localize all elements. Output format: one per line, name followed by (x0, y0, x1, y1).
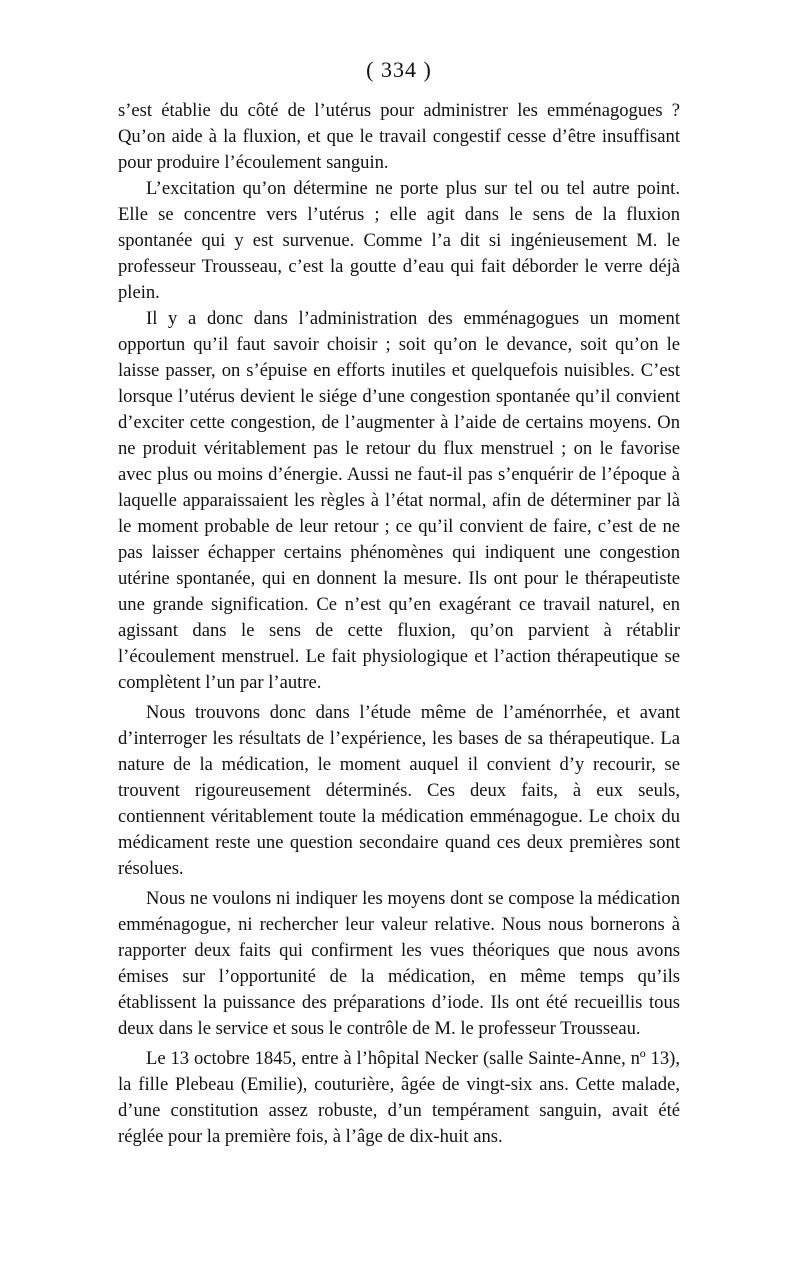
paragraph-amenorrhee: Nous trouvons donc dans l’étude même de l’aménorrhée, et avant d’interroger les résultats de l’expérience, les bases de sa thérapeutique. La nature de la médication, le moment auquel il convient d’y recourir, se trouvent rigoureusement déterminés. Ces deux faits, à eux seuls, contiennent véritablement toute la médication emménagogue. Le choix du médicament reste une question secondaire quand ces deux premières sont résolues. (118, 702, 680, 879)
paragraph-medication: Nous ne voulons ni indiquer les moyens dont se compose la médication emménagogue, ni rechercher leur valeur relative. Nous nous bornerons à rapporter deux faits qui confirment les vues théoriques que nous avons émises sur l’opportunité de la médication, en même temps qu’ils établissent la puissance des préparations d’iode. Ils ont été recueillis tous deux dans le service et sous le contrôle de M. le professeur Trousseau. (118, 888, 680, 1039)
paragraph-moment-opportun: Il y a donc dans l’administration des emménagogues un moment opportun qu’il faut savoir choisir ; soit qu’on le devance, soit qu’on le laisse passer, on s’épuise en efforts inutiles et quelquefois nuisibles. C’est lorsque l’utérus devient le siége d’une congestion spontanée qu’il convient d’exciter cette congestion, de l’augmenter à l’aide de certains moyens. On ne produit véritablement pas le retour du flux menstruel ; on le favorise avec plus ou moins d’énergie. Aussi ne faut-il pas s’enquérir de l’époque à laquelle apparaissaient les règles à l’état normal, afin de déterminer par là le moment probable de leur retour ; ce qu’il convient de faire, c’est de ne pas laisser échapper certains phénomènes qui indiquent une congestion utérine spontanée, qui en donnent la mesure. Ils ont pour le thérapeutiste une grande signification. Ce n’est qu’en exagérant ce travail naturel, en agissant dans le sens de cette fluxion, qu’on parvient à rétablir l’écoulement menstruel. Le fait physiologique et l’action thérapeutique se complètent l’un par l’autre. (118, 308, 680, 693)
paragraph-excitation: L’excitation qu’on détermine ne porte plus sur tel ou tel autre point. Elle se concentre vers l’utérus ; elle agit dans le sens de la fluxion spontanée qui y est survenue. Comme l’a dit si ingénieusement M. le professeur Trousseau, c’est la goutte d’eau qui fait déborder le verre déjà plein. (118, 178, 680, 303)
paragraph-continuation: s’est établie du côté de l’utérus pour administrer les emménagogues ? Qu’on aide à la fluxion, et que le travail congestif cesse d’être insuffisant pour produire l’écoulement sanguin. (118, 100, 680, 173)
paragraph-observation: Le 13 octobre 1845, entre à l’hôpital Necker (salle Sainte-Anne, nº 13), la fille Plebeau (Emilie), couturière, âgée de vingt-six ans. Cette malade, d’une constitution assez robuste, d’un tempérament sanguin, avait été réglée pour la première fois, à l’âge de dix-huit ans. (118, 1048, 680, 1147)
book-page (118, 56, 680, 1150)
page-number: ( 334 ) (366, 57, 432, 82)
